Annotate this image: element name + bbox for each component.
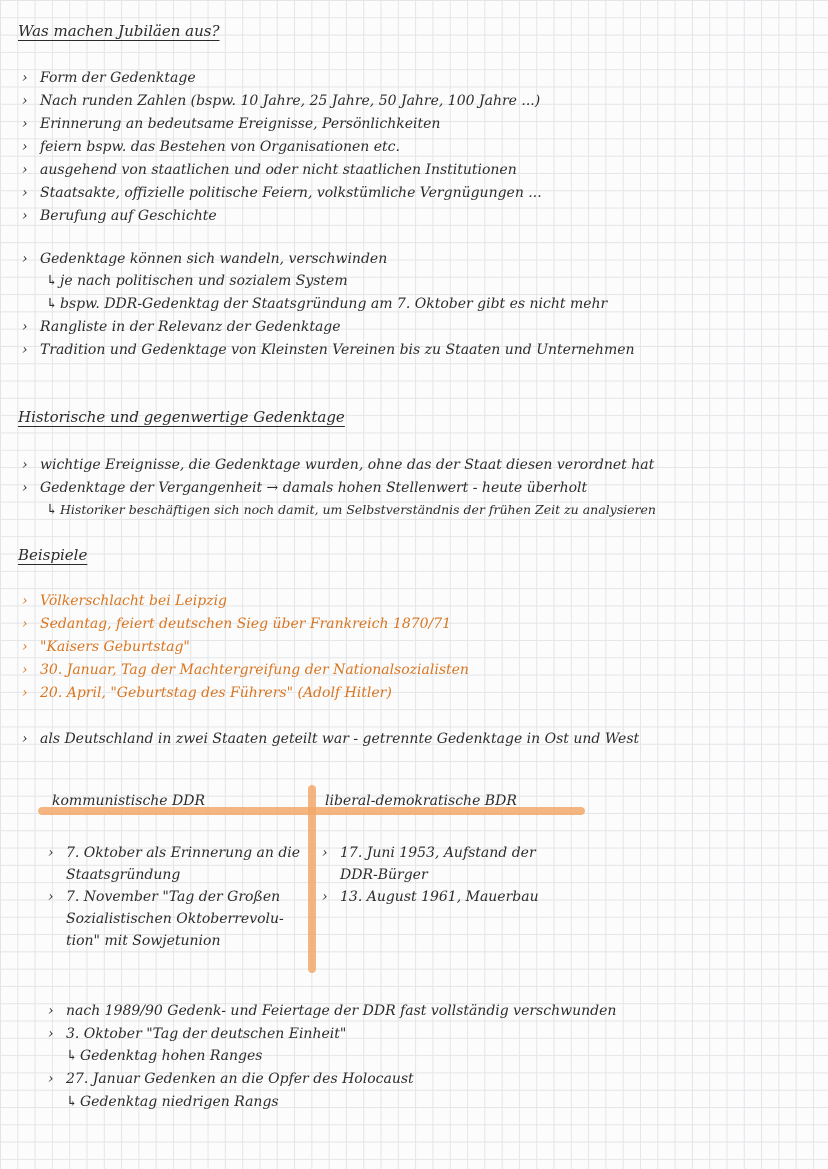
list-item: › Berufung auf Geschichte bbox=[22, 208, 217, 224]
list-item: › Gedenktage der Vergangenheit → damals hohen Stellenwert - heute überholt bbox=[22, 480, 588, 496]
table-heading-ddr: kommunistische DDR bbox=[52, 793, 206, 809]
table-vertical-divider bbox=[308, 785, 316, 973]
table-cell-ddr: › 7. November "Tag der Großen bbox=[48, 889, 281, 905]
table-cell-brd: DDR-Bürger bbox=[340, 867, 428, 883]
list-item: › als Deutschland in zwei Staaten geteilt war - getrennte Gedenktage in Ost und West bbox=[22, 731, 640, 747]
list-item: › wichtige Ereignisse, die Gedenktage wurden, ohne das der Staat diesen verordnet hat bbox=[22, 457, 655, 473]
page-title: Was machen Jubiläen aus? bbox=[18, 22, 220, 40]
table-cell-brd: › 13. August 1961, Mauerbau bbox=[322, 889, 539, 905]
list-item: › Nach runden Zahlen (bspw. 10 Jahre, 25 Jahre, 50 Jahre, 100 Jahre ...) bbox=[22, 93, 541, 109]
example-item: › Sedantag, feiert deutschen Sieg über Frankreich 1870/71 bbox=[22, 616, 452, 632]
list-item: › feiern bspw. das Bestehen von Organisationen etc. bbox=[22, 139, 400, 155]
example-item: › Völkerschlacht bei Leipzig bbox=[22, 593, 228, 609]
table-cell-ddr: Sozialistischen Oktoberrevolu- bbox=[66, 911, 284, 927]
list-item: › Erinnerung an bedeutsame Ereignisse, Persönlichkeiten bbox=[22, 116, 441, 132]
list-item: › Form der Gedenktage bbox=[22, 70, 196, 86]
table-cell-ddr: Staatsgründung bbox=[66, 867, 181, 883]
example-item: › 20. April, "Geburtstag des Führers" (Adolf Hitler) bbox=[22, 685, 392, 701]
list-item: › 27. Januar Gedenken an die Opfer des Holocaust bbox=[48, 1071, 414, 1087]
example-item: › "Kaisers Geburtstag" bbox=[22, 639, 190, 655]
table-cell-ddr: › 7. Oktober als Erinnerung an die bbox=[48, 845, 301, 861]
list-item: › 3. Oktober "Tag der deutschen Einheit" bbox=[48, 1026, 347, 1042]
list-item: › ausgehend von staatlichen und oder nicht staatlichen Institutionen bbox=[22, 162, 517, 178]
table-heading-brd: liberal-demokratische BDR bbox=[325, 793, 517, 809]
sub-item: ↳ je nach politischen und sozialem System bbox=[46, 273, 348, 289]
list-item: › Tradition und Gedenktage von Kleinsten Vereinen bis zu Staaten und Unternehmen bbox=[22, 342, 635, 358]
sub-item: ↳ Gedenktag hohen Ranges bbox=[66, 1048, 263, 1064]
example-item: › 30. Januar, Tag der Machtergreifung der Nationalsozialisten bbox=[22, 662, 469, 678]
list-item: › Staatsakte, offizielle politische Feiern, volkstümliche Vergnügungen ... bbox=[22, 185, 542, 201]
section-heading-examples: Beispiele bbox=[18, 546, 88, 564]
list-item: › Gedenktage können sich wandeln, verschwinden bbox=[22, 251, 388, 267]
sub-item: ↳ Historiker beschäftigen sich noch damit, um Selbstverständnis der frühen Zeit zu analysieren bbox=[46, 502, 656, 518]
sub-item: ↳ bspw. DDR-Gedenktag der Staatsgründung am 7. Oktober gibt es nicht mehr bbox=[46, 296, 608, 312]
list-item: › Rangliste in der Relevanz der Gedenktage bbox=[22, 319, 341, 335]
list-item: › nach 1989/90 Gedenk- und Feiertage der DDR fast vollständig verschwunden bbox=[48, 1003, 617, 1019]
table-cell-ddr: tion" mit Sowjetunion bbox=[66, 933, 221, 949]
section-heading-historical: Historische und gegenwertige Gedenktage bbox=[18, 408, 345, 426]
sub-item: ↳ Gedenktag niedrigen Rangs bbox=[66, 1094, 279, 1110]
table-cell-brd: › 17. Juni 1953, Aufstand der bbox=[322, 845, 536, 861]
